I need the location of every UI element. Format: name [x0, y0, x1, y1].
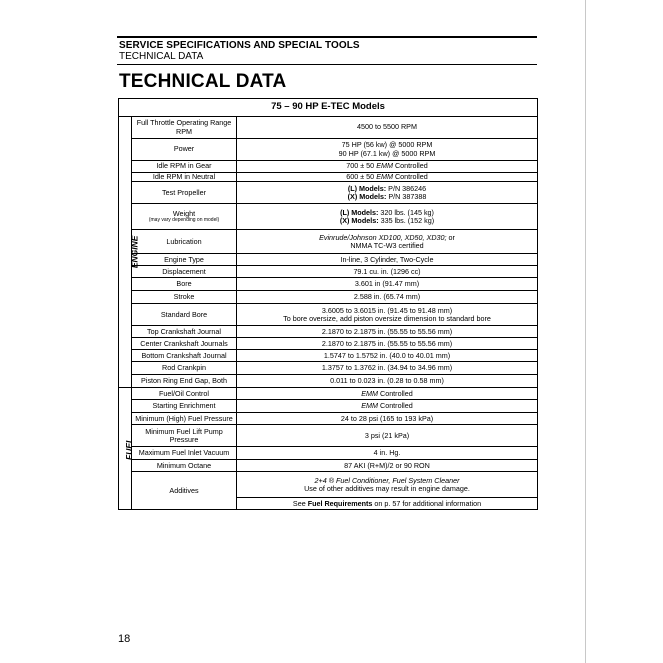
table-row	[119, 254, 538, 266]
spec-value: 79.1 cu. in. (1296 cc)	[237, 266, 538, 278]
spec-label: Full Throttle Operating Range RPM	[132, 117, 237, 139]
spec-label: Minimum Octane	[132, 460, 237, 472]
table-row	[119, 400, 538, 413]
spec-value: 2.588 in. (65.74 mm)	[237, 291, 538, 304]
table-row	[119, 388, 538, 400]
table-row	[119, 182, 538, 204]
table-row	[119, 204, 538, 230]
spec-label: Maximum Fuel Inlet Vacuum	[132, 447, 237, 460]
header-bottom-rule	[117, 64, 537, 65]
table-row	[119, 117, 538, 139]
table-row	[119, 425, 538, 447]
spec-label: Power	[132, 139, 237, 161]
spec-label: Fuel/Oil Control	[132, 388, 237, 400]
spec-label: Top Crankshaft Journal	[132, 326, 237, 338]
spec-label: Test Propeller	[132, 182, 237, 204]
spec-value: EMM Controlled	[237, 388, 538, 400]
table-row	[119, 460, 538, 472]
fuel-group-label: FUEL	[119, 388, 132, 510]
spec-label: Starting Enrichment	[132, 400, 237, 413]
spec-value: 2+4 ® Fuel Conditioner, Fuel System Cleaner Use of other additives may result in engine damage.	[237, 472, 538, 498]
spec-value: 3.6005 to 3.6015 in. (91.45 to 91.48 mm) To bore oversize, add piston oversize dimension to standard bore	[237, 304, 538, 326]
spec-label: Minimum (High) Fuel Pressure	[132, 413, 237, 425]
header-top-rule	[117, 36, 537, 38]
spec-value: In-line, 3 Cylinder, Two-Cycle	[237, 254, 538, 266]
spec-value: 4500 to 5500 RPM	[237, 117, 538, 139]
footnote: See Fuel Requirements on p. 57 for additional information	[237, 498, 538, 510]
spec-label: Minimum Fuel Lift Pump Pressure	[132, 425, 237, 447]
spec-label: Standard Bore	[132, 304, 237, 326]
spec-value: 3.601 in (91.47 mm)	[237, 278, 538, 291]
table-row	[119, 173, 538, 182]
table-heading: 75 – 90 HP E-TEC Models	[119, 99, 538, 117]
table-row	[119, 413, 538, 425]
spec-value: EMM Controlled	[237, 400, 538, 413]
table-row	[119, 472, 538, 498]
spec-value: 1.5747 to 1.5752 in. (40.0 to 40.01 mm)	[237, 350, 538, 362]
spec-value: 24 to 28 psi (165 to 193 kPa)	[237, 413, 538, 425]
spec-value: 75 HP (56 kw) @ 5000 RPM 90 HP (67.1 kw) @ 5000 RPM	[237, 139, 538, 161]
spec-value: 2.1870 to 2.1875 in. (55.55 to 55.56 mm)	[237, 326, 538, 338]
page-title: TECHNICAL DATA	[119, 71, 287, 92]
spec-label: Piston Ring End Gap, Both	[132, 375, 237, 388]
table-row	[119, 304, 538, 326]
page-number: 18	[118, 633, 131, 645]
spec-value: 700 ± 50 EMM Controlled	[237, 161, 538, 173]
spec-value: (L) Models: 320 lbs. (145 kg) (X) Models: 335 lbs. (152 kg)	[237, 204, 538, 230]
spec-value: 3 psi (21 kPa)	[237, 425, 538, 447]
spec-value: 1.3757 to 1.3762 in. (34.94 to 34.96 mm)	[237, 362, 538, 375]
table-row	[119, 161, 538, 173]
spec-label: Weight (may vary depending on model)	[132, 204, 237, 230]
table-row	[119, 362, 538, 375]
spec-value: 4 in. Hg.	[237, 447, 538, 460]
table-row	[119, 375, 538, 388]
spec-label: Lubrication	[132, 230, 237, 254]
table-row	[119, 230, 538, 254]
spec-label: Rod Crankpin	[132, 362, 237, 375]
engine-group-label: ENGINE	[119, 117, 132, 388]
header-subsection-title: TECHNICAL DATA	[119, 51, 204, 62]
table-heading-row	[119, 99, 538, 117]
table-row	[119, 139, 538, 161]
spec-label: Center Crankshaft Journals	[132, 338, 237, 350]
table-row	[119, 291, 538, 304]
spec-label: Bore	[132, 278, 237, 291]
table-row	[119, 338, 538, 350]
spec-label-note: (may vary depending on model)	[148, 217, 220, 224]
table-row	[119, 350, 538, 362]
spec-value: 0.011 to 0.023 in. (0.28 to 0.58 mm)	[237, 375, 538, 388]
table-row	[119, 326, 538, 338]
technical-data-table	[118, 98, 538, 510]
spec-value: 87 AKI (R+M)/2 or 90 RON	[237, 460, 538, 472]
spec-label: Displacement	[132, 266, 237, 278]
spec-label: Stroke	[132, 291, 237, 304]
spec-label: Idle RPM in Gear	[132, 161, 237, 173]
spec-value: 600 ± 50 EMM Controlled	[237, 173, 538, 182]
spec-label: Bottom Crankshaft Journal	[132, 350, 237, 362]
spec-value: 2.1870 to 2.1875 in. (55.55 to 55.56 mm)	[237, 338, 538, 350]
spec-value: (L) Models: P/N 386246 (X) Models: P/N 387388	[237, 182, 538, 204]
spec-label: Idle RPM in Neutral	[132, 173, 237, 182]
table-row	[119, 447, 538, 460]
spec-label: Additives	[132, 472, 237, 510]
header-section-title: SERVICE SPECIFICATIONS AND SPECIAL TOOLS	[119, 40, 360, 51]
spec-value: Evinrude/Johnson XD100, XD50, XD30; or NMMA TC-W3 certified	[237, 230, 538, 254]
table-row	[119, 266, 538, 278]
spec-label: Engine Type	[132, 254, 237, 266]
page-edge	[585, 0, 586, 663]
table-row	[119, 278, 538, 291]
